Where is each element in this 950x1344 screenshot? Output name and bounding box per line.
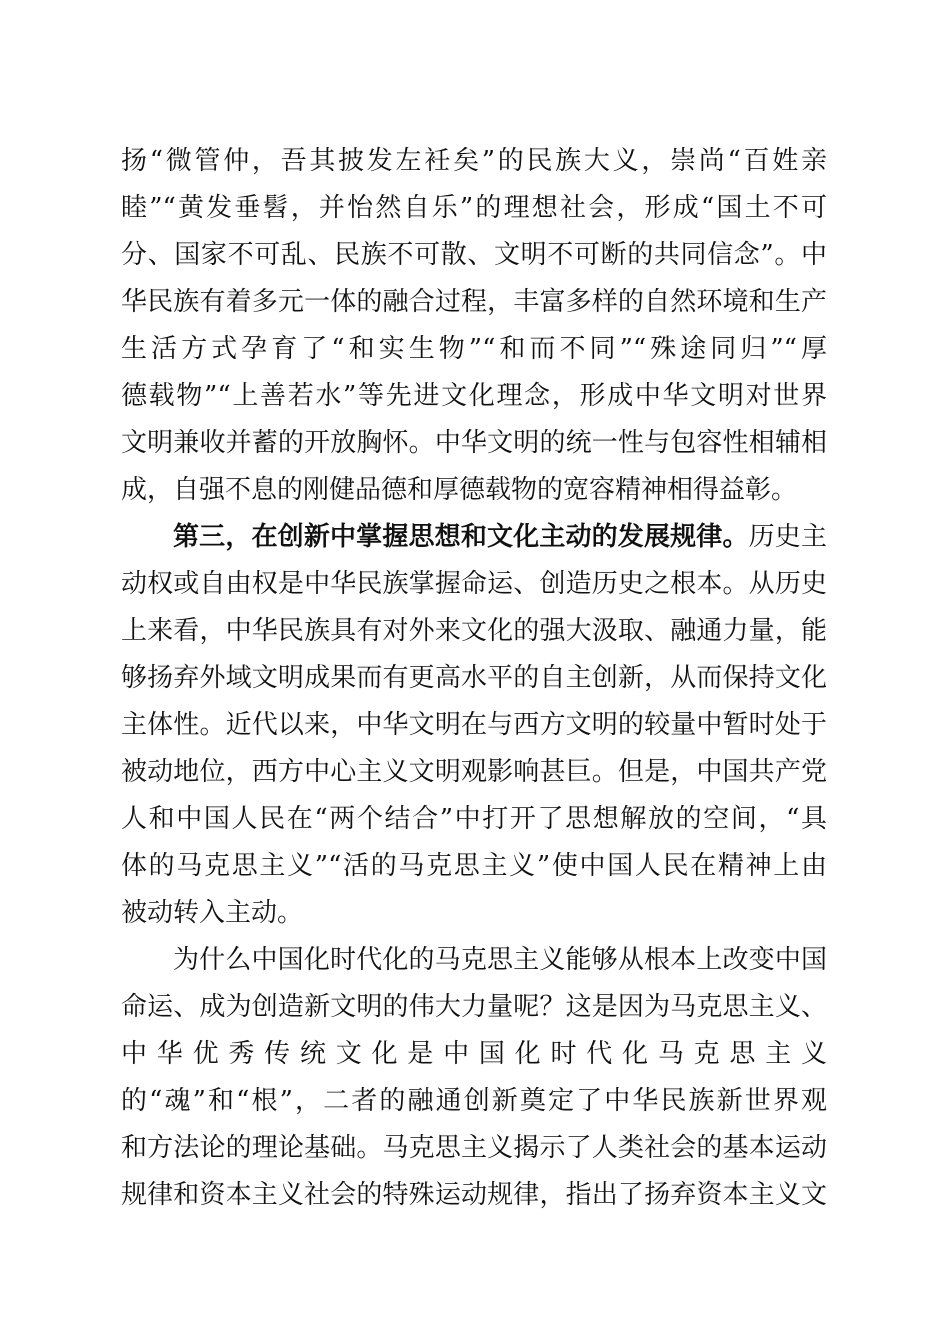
paragraph-2-line-2: 动权或自由权是中华民族掌握命运、创造历史之根本。从历史 xyxy=(121,569,827,599)
paragraph-1-line-2: 睦”“黄发垂髫，并怡然自乐”的理想社会，形成“国土不可 xyxy=(121,193,827,223)
paragraph-2-line-3: 上来看，中华民族具有对外来文化的强大汲取、融通力量，能 xyxy=(121,616,827,646)
paragraph-2-line-7: 人和中国人民在“两个结合”中打开了思想解放的空间，“具 xyxy=(121,804,827,834)
paragraph-3-line-1: 为什么中国化时代化的马克思主义能够从根本上改变中国 xyxy=(173,945,827,975)
section-heading: 第三，在创新中掌握思想和文化主动的发展规律。 xyxy=(173,522,749,552)
paragraph-2-line-1-rest: 历史主 xyxy=(748,522,827,552)
paragraph-1-line-6: 德载物”“上善若水”等先进文化理念，形成中华文明对世界 xyxy=(121,381,827,411)
paragraph-2-line-8: 体的马克思主义”“活的马克思主义”使中国人民在精神上由 xyxy=(121,851,827,881)
paragraph-1-line-5: 生活方式孕育了“和实生物”“和而不同”“殊途同归”“厚 xyxy=(121,334,827,364)
paragraph-2-line-1 xyxy=(173,514,827,560)
paragraph-3-line-3: 中华优秀传统文化是中国化时代化马克思主义 xyxy=(121,1039,827,1069)
paragraph-2-line-9: 被动转入主动。 xyxy=(121,898,304,928)
paragraph-3-line-4: 的“魂”和“根”，二者的融通创新奠定了中华民族新世界观 xyxy=(121,1086,827,1116)
paragraph-2-line-4: 够扬弃外域文明成果而有更高水平的自主创新，从而保持文化 xyxy=(121,663,827,693)
paragraph-1-line-4: 华民族有着多元一体的融合过程，丰富多样的自然环境和生产 xyxy=(121,287,827,317)
paragraph-2-line-6: 被动地位，西方中心主义文明观影响甚巨。但是，中国共产党 xyxy=(121,757,827,787)
paragraph-1-line-3: 分、国家不可乱、民族不可散、文明不可断的共同信念”。中 xyxy=(121,240,827,270)
paragraph-1-line-7: 文明兼收并蓄的开放胸怀。中华文明的统一性与包容性相辅相 xyxy=(121,428,827,458)
paragraph-3-line-2: 命运、成为创造新文明的伟大力量呢？这是因为马克思主义、 xyxy=(121,992,827,1022)
paragraph-3-line-5: 和方法论的理论基础。马克思主义揭示了人类社会的基本运动 xyxy=(121,1133,827,1163)
paragraph-3-line-6: 规律和资本主义社会的特殊运动规律，指出了扬弃资本主义文 xyxy=(121,1180,827,1210)
paragraph-1-line-1: 扬“微管仲，吾其披发左衽矣”的民族大义，崇尚“百姓亲 xyxy=(121,146,827,176)
paragraph-2-line-5: 主体性。近代以来，中华文明在与西方文明的较量中暂时处于 xyxy=(121,710,827,740)
paragraph-1-line-8: 成，自强不息的刚健品德和厚德载物的宽容精神相得益彰。 xyxy=(121,475,798,505)
